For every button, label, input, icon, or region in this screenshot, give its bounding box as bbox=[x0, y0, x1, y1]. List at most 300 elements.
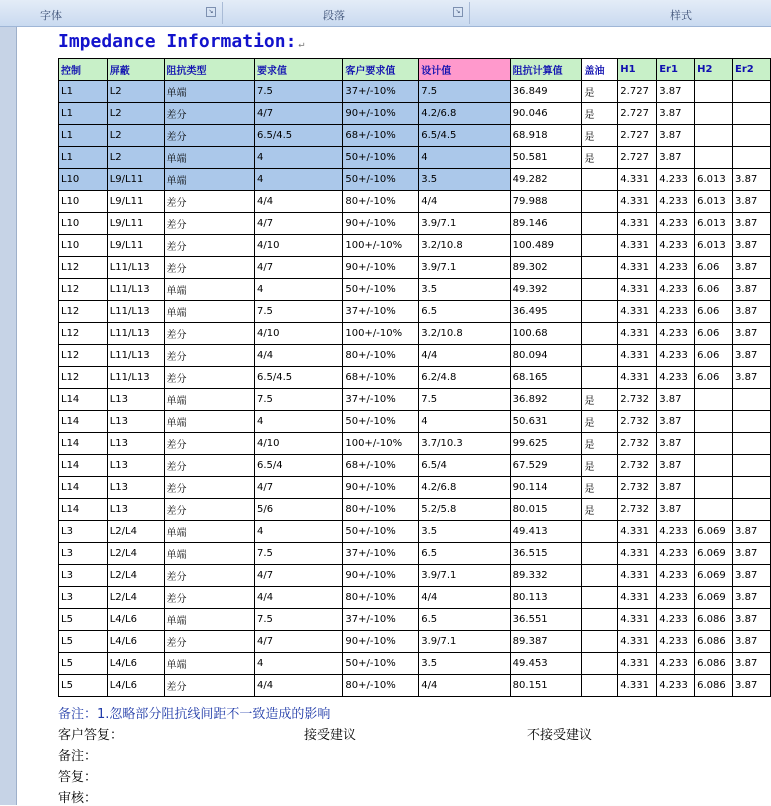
table-row[interactable] bbox=[59, 455, 771, 477]
cell-customer-required[interactable] bbox=[343, 587, 419, 609]
cell-er1[interactable] bbox=[657, 521, 695, 543]
cell-er2[interactable] bbox=[733, 191, 771, 213]
cell-customer-required[interactable] bbox=[343, 301, 419, 323]
cell-h2[interactable] bbox=[695, 433, 733, 455]
cell-calculated[interactable] bbox=[510, 103, 582, 125]
cell-shield[interactable] bbox=[107, 191, 164, 213]
cell-er2[interactable] bbox=[733, 301, 771, 323]
reject-suggestion-option[interactable]: 不接受建议 bbox=[527, 728, 593, 743]
cell-calculated[interactable] bbox=[510, 235, 582, 257]
cell-type[interactable] bbox=[164, 367, 254, 389]
cell-type[interactable] bbox=[164, 609, 254, 631]
cell-control[interactable] bbox=[59, 521, 108, 543]
cell-h1[interactable] bbox=[618, 169, 657, 191]
cell-type[interactable] bbox=[164, 477, 254, 499]
cell-h1[interactable] bbox=[618, 301, 657, 323]
cell-h2[interactable] bbox=[695, 147, 733, 169]
accept-suggestion-option[interactable]: 接受建议 bbox=[304, 728, 357, 743]
cell-design[interactable] bbox=[419, 587, 510, 609]
cell-er1[interactable] bbox=[657, 565, 695, 587]
cell-design[interactable] bbox=[419, 235, 510, 257]
table-row[interactable] bbox=[59, 543, 771, 565]
cell-design[interactable] bbox=[419, 81, 510, 103]
cell-er2[interactable] bbox=[733, 587, 771, 609]
cell-er1[interactable] bbox=[657, 235, 695, 257]
cell-h2[interactable] bbox=[695, 411, 733, 433]
cell-required[interactable] bbox=[254, 477, 342, 499]
cell-control[interactable] bbox=[59, 147, 108, 169]
cell-required[interactable] bbox=[254, 213, 342, 235]
cell-shield[interactable] bbox=[107, 631, 164, 653]
cell-er2[interactable] bbox=[733, 279, 771, 301]
cell-shield[interactable] bbox=[107, 609, 164, 631]
cell-h2[interactable] bbox=[695, 81, 733, 103]
cell-design[interactable] bbox=[419, 345, 510, 367]
cell-solder-mask[interactable] bbox=[582, 323, 618, 345]
cell-control[interactable] bbox=[59, 125, 108, 147]
cell-calculated[interactable] bbox=[510, 675, 582, 697]
cell-required[interactable] bbox=[254, 411, 342, 433]
cell-er1[interactable] bbox=[657, 477, 695, 499]
cell-control[interactable] bbox=[59, 257, 108, 279]
cell-h2[interactable] bbox=[695, 587, 733, 609]
cell-control[interactable] bbox=[59, 103, 108, 125]
cell-h1[interactable] bbox=[618, 213, 657, 235]
table-row[interactable] bbox=[59, 257, 771, 279]
cell-solder-mask[interactable] bbox=[582, 301, 618, 323]
cell-h1[interactable] bbox=[618, 389, 657, 411]
cell-solder-mask[interactable] bbox=[582, 433, 618, 455]
cell-er2[interactable] bbox=[733, 323, 771, 345]
cell-h2[interactable] bbox=[695, 191, 733, 213]
cell-design[interactable] bbox=[419, 103, 510, 125]
cell-h1[interactable] bbox=[618, 103, 657, 125]
table-row[interactable] bbox=[59, 367, 771, 389]
cell-calculated[interactable] bbox=[510, 213, 582, 235]
cell-er2[interactable] bbox=[733, 631, 771, 653]
cell-h1[interactable] bbox=[618, 565, 657, 587]
cell-type[interactable] bbox=[164, 147, 254, 169]
cell-required[interactable] bbox=[254, 169, 342, 191]
cell-er2[interactable] bbox=[733, 125, 771, 147]
cell-calculated[interactable] bbox=[510, 323, 582, 345]
cell-required[interactable] bbox=[254, 499, 342, 521]
cell-required[interactable] bbox=[254, 543, 342, 565]
cell-h1[interactable] bbox=[618, 367, 657, 389]
cell-solder-mask[interactable] bbox=[582, 345, 618, 367]
cell-shield[interactable] bbox=[107, 257, 164, 279]
cell-type[interactable] bbox=[164, 565, 254, 587]
cell-calculated[interactable] bbox=[510, 301, 582, 323]
cell-control[interactable] bbox=[59, 345, 108, 367]
table-row[interactable] bbox=[59, 169, 771, 191]
cell-design[interactable] bbox=[419, 543, 510, 565]
cell-required[interactable] bbox=[254, 191, 342, 213]
cell-required[interactable] bbox=[254, 653, 342, 675]
cell-customer-required[interactable] bbox=[343, 279, 419, 301]
cell-required[interactable] bbox=[254, 433, 342, 455]
cell-design[interactable] bbox=[419, 323, 510, 345]
cell-customer-required[interactable] bbox=[343, 169, 419, 191]
cell-shield[interactable] bbox=[107, 477, 164, 499]
cell-er2[interactable] bbox=[733, 147, 771, 169]
cell-customer-required[interactable] bbox=[343, 257, 419, 279]
cell-customer-required[interactable] bbox=[343, 543, 419, 565]
cell-design[interactable] bbox=[419, 433, 510, 455]
cell-h1[interactable] bbox=[618, 323, 657, 345]
cell-control[interactable] bbox=[59, 81, 108, 103]
cell-er2[interactable] bbox=[733, 609, 771, 631]
cell-solder-mask[interactable] bbox=[582, 455, 618, 477]
cell-design[interactable] bbox=[419, 653, 510, 675]
cell-shield[interactable] bbox=[107, 81, 164, 103]
cell-design[interactable] bbox=[419, 455, 510, 477]
cell-er1[interactable] bbox=[657, 433, 695, 455]
cell-design[interactable] bbox=[419, 499, 510, 521]
impedance-table[interactable] bbox=[58, 58, 771, 697]
table-row[interactable] bbox=[59, 499, 771, 521]
cell-er1[interactable] bbox=[657, 81, 695, 103]
cell-calculated[interactable] bbox=[510, 411, 582, 433]
cell-er1[interactable] bbox=[657, 543, 695, 565]
cell-type[interactable] bbox=[164, 125, 254, 147]
cell-h1[interactable] bbox=[618, 147, 657, 169]
table-row[interactable] bbox=[59, 521, 771, 543]
table-row[interactable] bbox=[59, 147, 771, 169]
cell-shield[interactable] bbox=[107, 323, 164, 345]
cell-h1[interactable] bbox=[618, 125, 657, 147]
cell-calculated[interactable] bbox=[510, 543, 582, 565]
cell-er2[interactable] bbox=[733, 81, 771, 103]
font-dialog-launcher-icon[interactable]: ↘ bbox=[206, 7, 216, 17]
cell-control[interactable] bbox=[59, 477, 108, 499]
cell-h2[interactable] bbox=[695, 521, 733, 543]
cell-customer-required[interactable] bbox=[343, 103, 419, 125]
cell-customer-required[interactable] bbox=[343, 565, 419, 587]
cell-h1[interactable] bbox=[618, 587, 657, 609]
table-row[interactable] bbox=[59, 609, 771, 631]
cell-design[interactable] bbox=[419, 147, 510, 169]
cell-h2[interactable] bbox=[695, 279, 733, 301]
table-row[interactable] bbox=[59, 213, 771, 235]
cell-h2[interactable] bbox=[695, 301, 733, 323]
cell-h2[interactable] bbox=[695, 345, 733, 367]
cell-solder-mask[interactable] bbox=[582, 279, 618, 301]
cell-type[interactable] bbox=[164, 389, 254, 411]
cell-solder-mask[interactable] bbox=[582, 103, 618, 125]
cell-control[interactable] bbox=[59, 191, 108, 213]
cell-design[interactable] bbox=[419, 565, 510, 587]
cell-customer-required[interactable] bbox=[343, 609, 419, 631]
cell-customer-required[interactable] bbox=[343, 125, 419, 147]
table-row[interactable] bbox=[59, 433, 771, 455]
cell-calculated[interactable] bbox=[510, 609, 582, 631]
cell-calculated[interactable] bbox=[510, 389, 582, 411]
cell-customer-required[interactable] bbox=[343, 81, 419, 103]
cell-calculated[interactable] bbox=[510, 477, 582, 499]
cell-er1[interactable] bbox=[657, 103, 695, 125]
cell-er1[interactable] bbox=[657, 191, 695, 213]
table-row[interactable] bbox=[59, 631, 771, 653]
cell-shield[interactable] bbox=[107, 213, 164, 235]
cell-h2[interactable] bbox=[695, 565, 733, 587]
cell-required[interactable] bbox=[254, 609, 342, 631]
cell-solder-mask[interactable] bbox=[582, 499, 618, 521]
cell-required[interactable] bbox=[254, 521, 342, 543]
cell-er1[interactable] bbox=[657, 345, 695, 367]
cell-shield[interactable] bbox=[107, 521, 164, 543]
cell-calculated[interactable] bbox=[510, 653, 582, 675]
cell-design[interactable] bbox=[419, 169, 510, 191]
cell-h2[interactable] bbox=[695, 389, 733, 411]
cell-control[interactable] bbox=[59, 367, 108, 389]
cell-customer-required[interactable] bbox=[343, 213, 419, 235]
cell-er1[interactable] bbox=[657, 653, 695, 675]
cell-control[interactable] bbox=[59, 433, 108, 455]
cell-control[interactable] bbox=[59, 389, 108, 411]
cell-h2[interactable] bbox=[695, 257, 733, 279]
cell-design[interactable] bbox=[419, 521, 510, 543]
cell-h1[interactable] bbox=[618, 675, 657, 697]
cell-er1[interactable] bbox=[657, 587, 695, 609]
cell-h1[interactable] bbox=[618, 433, 657, 455]
cell-solder-mask[interactable] bbox=[582, 675, 618, 697]
table-row[interactable] bbox=[59, 345, 771, 367]
cell-shield[interactable] bbox=[107, 565, 164, 587]
cell-type[interactable] bbox=[164, 169, 254, 191]
cell-customer-required[interactable] bbox=[343, 455, 419, 477]
cell-required[interactable] bbox=[254, 257, 342, 279]
table-row[interactable] bbox=[59, 565, 771, 587]
cell-customer-required[interactable] bbox=[343, 191, 419, 213]
cell-customer-required[interactable] bbox=[343, 367, 419, 389]
cell-h2[interactable] bbox=[695, 609, 733, 631]
table-row[interactable] bbox=[59, 125, 771, 147]
cell-er2[interactable] bbox=[733, 213, 771, 235]
cell-h1[interactable] bbox=[618, 279, 657, 301]
cell-h1[interactable] bbox=[618, 521, 657, 543]
cell-er2[interactable] bbox=[733, 367, 771, 389]
cell-solder-mask[interactable] bbox=[582, 477, 618, 499]
cell-solder-mask[interactable] bbox=[582, 125, 618, 147]
cell-h1[interactable] bbox=[618, 543, 657, 565]
cell-er2[interactable] bbox=[733, 499, 771, 521]
cell-solder-mask[interactable] bbox=[582, 81, 618, 103]
cell-design[interactable] bbox=[419, 367, 510, 389]
cell-solder-mask[interactable] bbox=[582, 521, 618, 543]
cell-solder-mask[interactable] bbox=[582, 543, 618, 565]
cell-er1[interactable] bbox=[657, 455, 695, 477]
cell-required[interactable] bbox=[254, 587, 342, 609]
table-row[interactable] bbox=[59, 411, 771, 433]
cell-shield[interactable] bbox=[107, 543, 164, 565]
cell-shield[interactable] bbox=[107, 433, 164, 455]
cell-control[interactable] bbox=[59, 301, 108, 323]
cell-solder-mask[interactable] bbox=[582, 367, 618, 389]
cell-er2[interactable] bbox=[733, 103, 771, 125]
cell-calculated[interactable] bbox=[510, 565, 582, 587]
cell-solder-mask[interactable] bbox=[582, 257, 618, 279]
cell-h1[interactable] bbox=[618, 345, 657, 367]
cell-solder-mask[interactable] bbox=[582, 631, 618, 653]
cell-h2[interactable] bbox=[695, 653, 733, 675]
cell-customer-required[interactable] bbox=[343, 653, 419, 675]
cell-type[interactable] bbox=[164, 675, 254, 697]
cell-calculated[interactable] bbox=[510, 521, 582, 543]
cell-calculated[interactable] bbox=[510, 587, 582, 609]
cell-design[interactable] bbox=[419, 213, 510, 235]
table-row[interactable] bbox=[59, 653, 771, 675]
cell-control[interactable] bbox=[59, 543, 108, 565]
cell-calculated[interactable] bbox=[510, 125, 582, 147]
cell-h2[interactable] bbox=[695, 455, 733, 477]
cell-h2[interactable] bbox=[695, 125, 733, 147]
cell-shield[interactable] bbox=[107, 235, 164, 257]
cell-calculated[interactable] bbox=[510, 279, 582, 301]
cell-control[interactable] bbox=[59, 213, 108, 235]
cell-type[interactable] bbox=[164, 191, 254, 213]
cell-design[interactable] bbox=[419, 389, 510, 411]
cell-er2[interactable] bbox=[733, 411, 771, 433]
cell-h1[interactable] bbox=[618, 257, 657, 279]
cell-solder-mask[interactable] bbox=[582, 169, 618, 191]
cell-h1[interactable] bbox=[618, 235, 657, 257]
cell-shield[interactable] bbox=[107, 367, 164, 389]
cell-solder-mask[interactable] bbox=[582, 191, 618, 213]
cell-customer-required[interactable] bbox=[343, 411, 419, 433]
cell-h2[interactable] bbox=[695, 103, 733, 125]
cell-design[interactable] bbox=[419, 411, 510, 433]
cell-solder-mask[interactable] bbox=[582, 653, 618, 675]
cell-required[interactable] bbox=[254, 367, 342, 389]
cell-er1[interactable] bbox=[657, 323, 695, 345]
cell-er1[interactable] bbox=[657, 411, 695, 433]
cell-shield[interactable] bbox=[107, 279, 164, 301]
cell-design[interactable] bbox=[419, 631, 510, 653]
cell-er1[interactable] bbox=[657, 147, 695, 169]
cell-type[interactable] bbox=[164, 213, 254, 235]
cell-shield[interactable] bbox=[107, 169, 164, 191]
cell-customer-required[interactable] bbox=[343, 345, 419, 367]
cell-customer-required[interactable] bbox=[343, 323, 419, 345]
cell-er1[interactable] bbox=[657, 367, 695, 389]
cell-control[interactable] bbox=[59, 631, 108, 653]
cell-solder-mask[interactable] bbox=[582, 389, 618, 411]
cell-h2[interactable] bbox=[695, 213, 733, 235]
cell-calculated[interactable] bbox=[510, 433, 582, 455]
cell-shield[interactable] bbox=[107, 411, 164, 433]
cell-er1[interactable] bbox=[657, 213, 695, 235]
cell-type[interactable] bbox=[164, 521, 254, 543]
cell-er2[interactable] bbox=[733, 543, 771, 565]
cell-type[interactable] bbox=[164, 455, 254, 477]
table-row[interactable] bbox=[59, 301, 771, 323]
cell-control[interactable] bbox=[59, 455, 108, 477]
cell-type[interactable] bbox=[164, 433, 254, 455]
cell-er2[interactable] bbox=[733, 433, 771, 455]
cell-er1[interactable] bbox=[657, 301, 695, 323]
cell-required[interactable] bbox=[254, 565, 342, 587]
cell-type[interactable] bbox=[164, 345, 254, 367]
cell-type[interactable] bbox=[164, 103, 254, 125]
cell-h2[interactable] bbox=[695, 543, 733, 565]
cell-shield[interactable] bbox=[107, 345, 164, 367]
cell-shield[interactable] bbox=[107, 147, 164, 169]
cell-type[interactable] bbox=[164, 411, 254, 433]
cell-customer-required[interactable] bbox=[343, 521, 419, 543]
cell-h1[interactable] bbox=[618, 499, 657, 521]
cell-h2[interactable] bbox=[695, 675, 733, 697]
cell-type[interactable] bbox=[164, 81, 254, 103]
table-row[interactable] bbox=[59, 323, 771, 345]
cell-required[interactable] bbox=[254, 345, 342, 367]
cell-type[interactable] bbox=[164, 279, 254, 301]
cell-er1[interactable] bbox=[657, 609, 695, 631]
cell-design[interactable] bbox=[419, 125, 510, 147]
cell-required[interactable] bbox=[254, 235, 342, 257]
cell-type[interactable] bbox=[164, 257, 254, 279]
cell-shield[interactable] bbox=[107, 675, 164, 697]
cell-h2[interactable] bbox=[695, 323, 733, 345]
cell-calculated[interactable] bbox=[510, 81, 582, 103]
table-row[interactable] bbox=[59, 191, 771, 213]
cell-er1[interactable] bbox=[657, 279, 695, 301]
cell-required[interactable] bbox=[254, 675, 342, 697]
cell-solder-mask[interactable] bbox=[582, 235, 618, 257]
cell-type[interactable] bbox=[164, 301, 254, 323]
cell-required[interactable] bbox=[254, 323, 342, 345]
paragraph-dialog-launcher-icon[interactable]: ↘ bbox=[453, 7, 463, 17]
table-row[interactable] bbox=[59, 81, 771, 103]
cell-design[interactable] bbox=[419, 257, 510, 279]
cell-er2[interactable] bbox=[733, 345, 771, 367]
cell-shield[interactable] bbox=[107, 301, 164, 323]
table-row[interactable] bbox=[59, 235, 771, 257]
cell-h2[interactable] bbox=[695, 477, 733, 499]
cell-type[interactable] bbox=[164, 653, 254, 675]
cell-type[interactable] bbox=[164, 587, 254, 609]
cell-design[interactable] bbox=[419, 279, 510, 301]
cell-customer-required[interactable] bbox=[343, 499, 419, 521]
cell-er2[interactable] bbox=[733, 455, 771, 477]
cell-er2[interactable] bbox=[733, 169, 771, 191]
cell-shield[interactable] bbox=[107, 125, 164, 147]
cell-h1[interactable] bbox=[618, 631, 657, 653]
cell-customer-required[interactable] bbox=[343, 389, 419, 411]
cell-required[interactable] bbox=[254, 631, 342, 653]
cell-control[interactable] bbox=[59, 609, 108, 631]
cell-control[interactable] bbox=[59, 675, 108, 697]
cell-design[interactable] bbox=[419, 477, 510, 499]
cell-calculated[interactable] bbox=[510, 345, 582, 367]
cell-control[interactable] bbox=[59, 235, 108, 257]
cell-solder-mask[interactable] bbox=[582, 147, 618, 169]
cell-control[interactable] bbox=[59, 323, 108, 345]
cell-er2[interactable] bbox=[733, 257, 771, 279]
cell-shield[interactable] bbox=[107, 455, 164, 477]
cell-design[interactable] bbox=[419, 191, 510, 213]
table-row[interactable] bbox=[59, 103, 771, 125]
cell-required[interactable] bbox=[254, 279, 342, 301]
cell-er1[interactable] bbox=[657, 169, 695, 191]
table-row[interactable] bbox=[59, 279, 771, 301]
cell-customer-required[interactable] bbox=[343, 433, 419, 455]
cell-er2[interactable] bbox=[733, 477, 771, 499]
cell-design[interactable] bbox=[419, 675, 510, 697]
cell-calculated[interactable] bbox=[510, 147, 582, 169]
cell-required[interactable] bbox=[254, 389, 342, 411]
cell-shield[interactable] bbox=[107, 103, 164, 125]
